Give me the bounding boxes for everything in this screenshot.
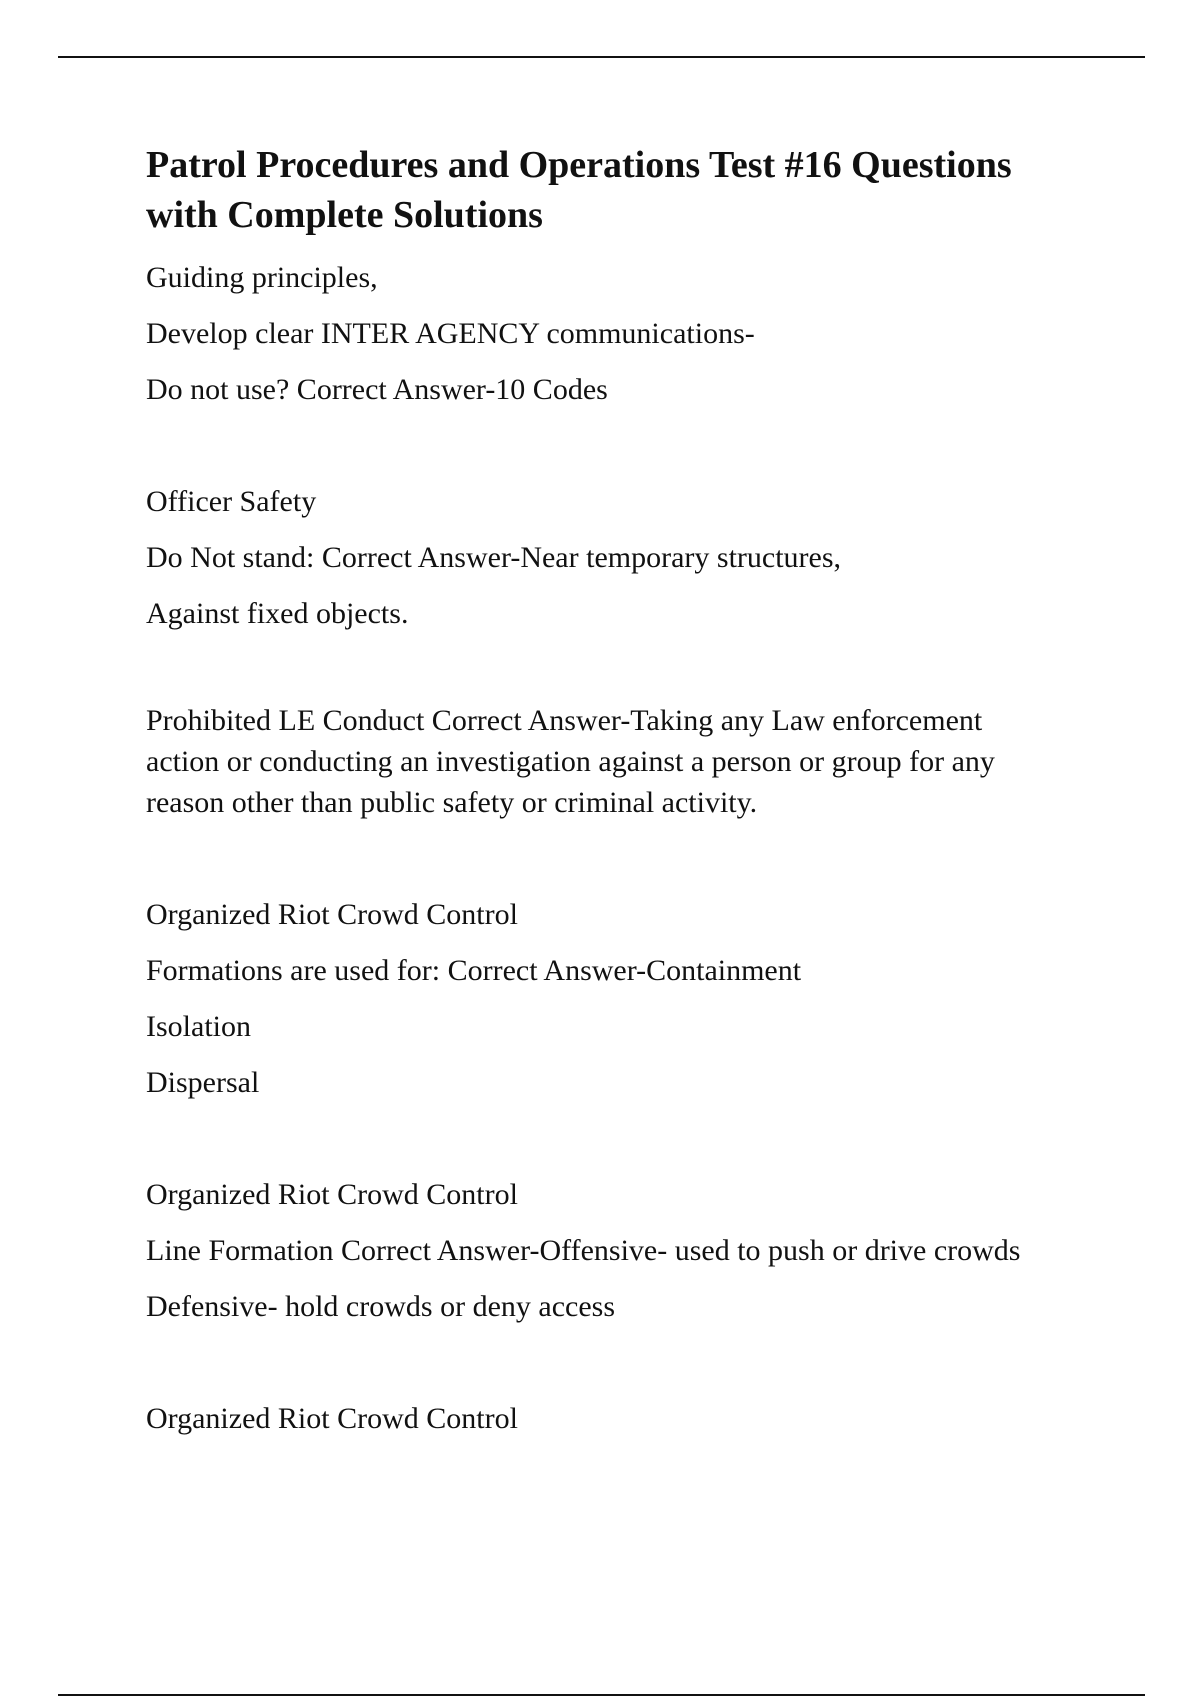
- title-line-1: Patrol Procedures and Operations Test #16 Questions: [146, 144, 1012, 186]
- block-spacer: [146, 1111, 1106, 1167]
- bottom-rule: [58, 1694, 1145, 1696]
- qa-line: Formations are used for: Correct Answer-Containment: [146, 954, 802, 987]
- block-spacer: [146, 418, 1106, 474]
- qa-block-1: [146, 250, 1106, 418]
- qa-line: Guiding principles,: [146, 261, 378, 294]
- document-title: [146, 140, 1106, 240]
- title-line-2: with Complete Solutions: [146, 194, 543, 236]
- qa-block-2: [146, 474, 1106, 642]
- qa-block-5: [146, 1167, 1106, 1335]
- qa-block-3: [146, 700, 1106, 823]
- qa-line: Defensive- hold crowds or deny access: [146, 1290, 615, 1323]
- qa-line: Prohibited LE Conduct Correct Answer-Taking any Law enforcement: [146, 704, 983, 737]
- qa-line: action or conducting an investigation against a person or group for any: [146, 745, 995, 778]
- qa-line: Organized Riot Crowd Control: [146, 1178, 518, 1211]
- block-spacer: [146, 642, 1106, 700]
- qa-line: reason other than public safety or criminal activity.: [146, 786, 758, 819]
- qa-block-4: [146, 887, 1106, 1111]
- qa-line: Officer Safety: [146, 485, 317, 518]
- qa-line: Do not use? Correct Answer-10 Codes: [146, 373, 608, 406]
- block-spacer: [146, 823, 1106, 887]
- qa-line: Develop clear INTER AGENCY communications-: [146, 317, 755, 350]
- qa-line: Line Formation Correct Answer-Offensive- used to push or drive crowds: [146, 1234, 1021, 1267]
- top-rule: [58, 56, 1145, 58]
- qa-line: Organized Riot Crowd Control: [146, 898, 518, 931]
- qa-block-6: [146, 1391, 1106, 1447]
- qa-line: Against fixed objects.: [146, 597, 409, 630]
- block-spacer: [146, 1335, 1106, 1391]
- qa-line: Dispersal: [146, 1066, 260, 1099]
- qa-line: Do Not stand: Correct Answer-Near temporary structures,: [146, 541, 842, 574]
- qa-line: Isolation: [146, 1010, 251, 1043]
- document-body: [146, 140, 1106, 1447]
- qa-line: Organized Riot Crowd Control: [146, 1402, 518, 1435]
